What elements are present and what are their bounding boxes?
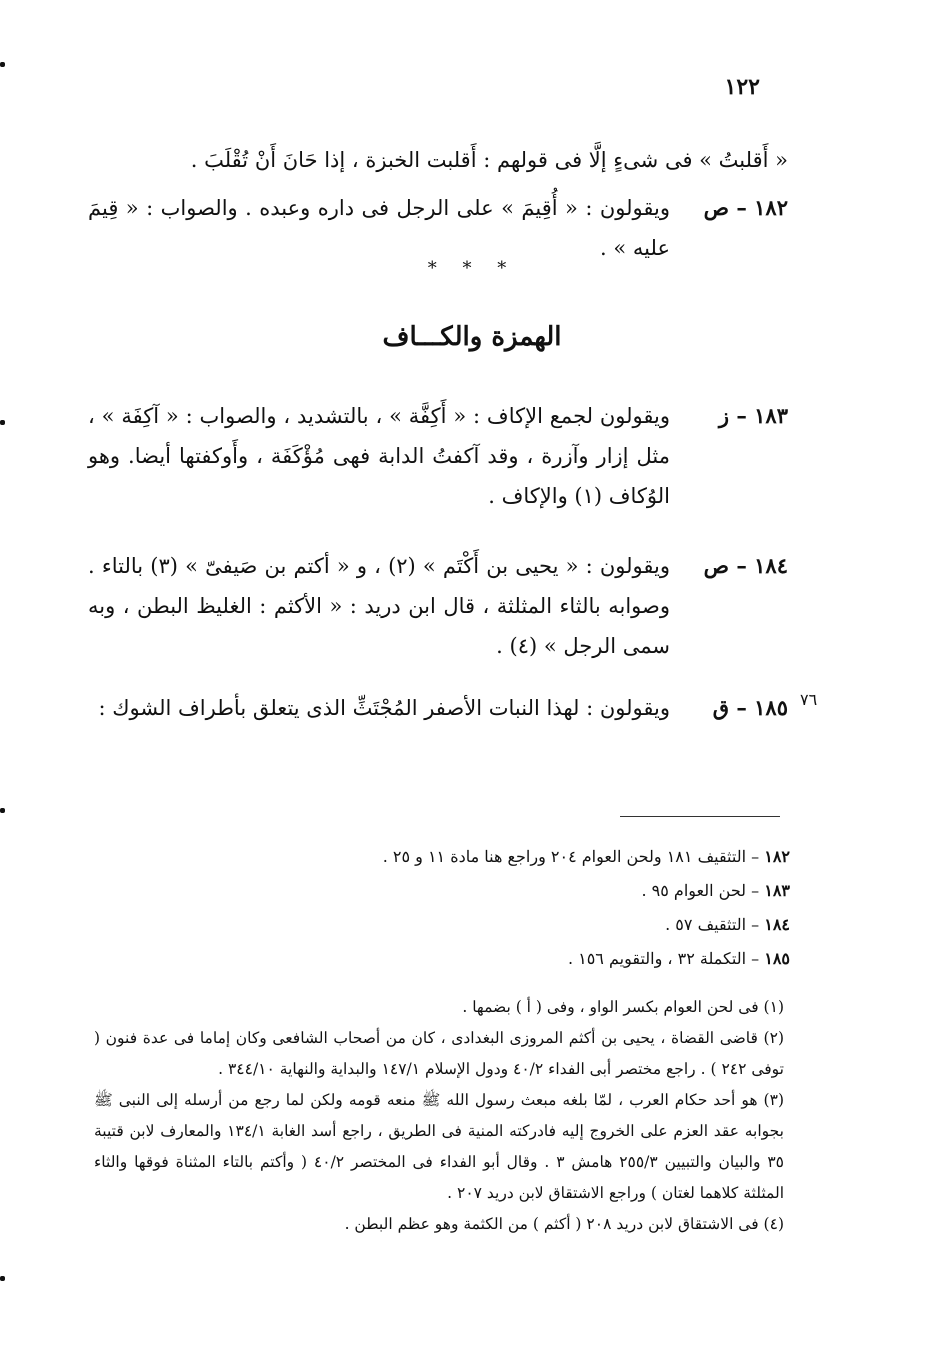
entry-text: ويقولون لجمع الإكاف : « أَكِفَّة » ، بالتشديد ، والصواب : « آكِفَة » ، مثل إزار وآزرة ، وقد آكفتُ الدابة فهى مُؤْكَفَة ، وأَوكفتها أيضا. وهو الوُكاف (١) والإكاف . — [88, 404, 670, 508]
entry-number: ١٨٣ – ز — [718, 403, 788, 428]
footnote-1: (١) فى لحن العوام بكسر الواو ، وفى ( أ ) بضمها . — [462, 998, 784, 1016]
source-note — [230, 908, 790, 942]
entry-182 — [88, 188, 788, 268]
entry-184 — [88, 546, 788, 666]
continuation-line: « أَقلبتُ » فى شىءٍ إلَّا فى قولهم : أَقلبت الخبزة ، إذا حَانَ أَنْ تُقْلَبَ . — [190, 148, 788, 172]
footnote-divider — [620, 816, 780, 817]
margin-number: ٧٦ — [800, 690, 818, 709]
source-note-number: ١٨٤ — [764, 915, 790, 934]
source-note — [230, 840, 790, 874]
entry-185 — [88, 688, 788, 728]
source-note-number: ١٨٥ — [764, 949, 790, 968]
entry-number: ١٨٢ – ص — [703, 195, 788, 220]
scan-mark — [0, 808, 5, 813]
separator: * * * — [427, 258, 517, 279]
scan-mark — [0, 62, 5, 67]
source-note-text: – التثقيف ٥٧ . — [665, 915, 760, 934]
entry-text: ويقولون : « يحيى بن أَكْتَم » (٢) ، و « أكتم بن صَيفىّ » (٣) بالتاء . وصوابه بالثاء المثلثة ، قال ابن دريد : « الأكثم : الغليظ البطن ، وبه سمى الرجل » (٤) . — [88, 554, 670, 658]
footnotes — [94, 992, 784, 1240]
scan-mark — [0, 1276, 5, 1281]
source-notes — [230, 840, 790, 976]
section-title: الهمزة والكـــاف — [382, 322, 562, 352]
entry-text: ويقولون : لهذا النبات الأصفر المُجْتَثِّ الذى يتعلق بأطراف الشوك : — [98, 696, 670, 720]
scan-mark — [0, 420, 5, 425]
entry-183 — [88, 396, 788, 516]
page-number: ١٢٢ — [724, 74, 760, 100]
footnote-4: (٤) فى الاشتقاق لابن دريد ٢٠٨ ( أكثم ) من الكثمة وهو عظم البطن . — [344, 1215, 784, 1233]
source-note — [230, 874, 790, 908]
entry-text: ويقولون : « أُقِيمَ » على الرجل فى داره وعبده . والصواب : « قِيمَ عليه » . — [88, 196, 670, 260]
source-note-text: – لحن العوام ٩٥ . — [641, 881, 760, 900]
source-note-text: – التكملة ٣٢ ، والتقويم ١٥٦ . — [567, 949, 760, 968]
source-note-number: ١٨٣ — [764, 881, 790, 900]
footnote-2: (٢) قاضى القضاة ، يحيى بن أكثم المروزى البغدادى ، كان من أصحاب الشافعى وكان إماما فى عدة فنون ( توفى ٢٤٢ ) . راجع مختصر أبى الفداء ٤٠/٢ ودول الإسلام ١٤٧/١ والبداية والنهاية ٣٤٤/١٠ . — [94, 1029, 784, 1078]
footnote-3: (٣) هو أحد حكام العرب ، لمّا بلغه مبعث رسول الله ﷺ منعه قومه ولكن لما رجع من أرسله إلى النبى ﷺ بجوابه عقد العزم على الخروج إليه فادركته المنية فى الطريق ، راجع أسد الغابة ١٣٤/١ والمعارف لابن قتيبة ٣٥ والبيان والتبيين ٢٥٥/٣ هامش ٣ . وقال أبو الفداء فى المختصر ٤٠/٢ ( وأكتم بالتاء المثناة فوقها والثاء المثلثة كلاهما لغتان ) وراجع الاشتقاق لابن دريد ٢٠٧ . — [94, 1091, 784, 1202]
source-note-number: ١٨٢ — [764, 847, 790, 866]
entry-number: ١٨٥ – ق — [712, 695, 788, 720]
entry-number: ١٨٤ – ص — [703, 553, 788, 578]
source-note-text: – التثقيف ١٨١ ولحن العوام ٢٠٤ وراجع هنا مادة ١١ و ٢٥ . — [382, 847, 760, 866]
source-note — [230, 942, 790, 976]
